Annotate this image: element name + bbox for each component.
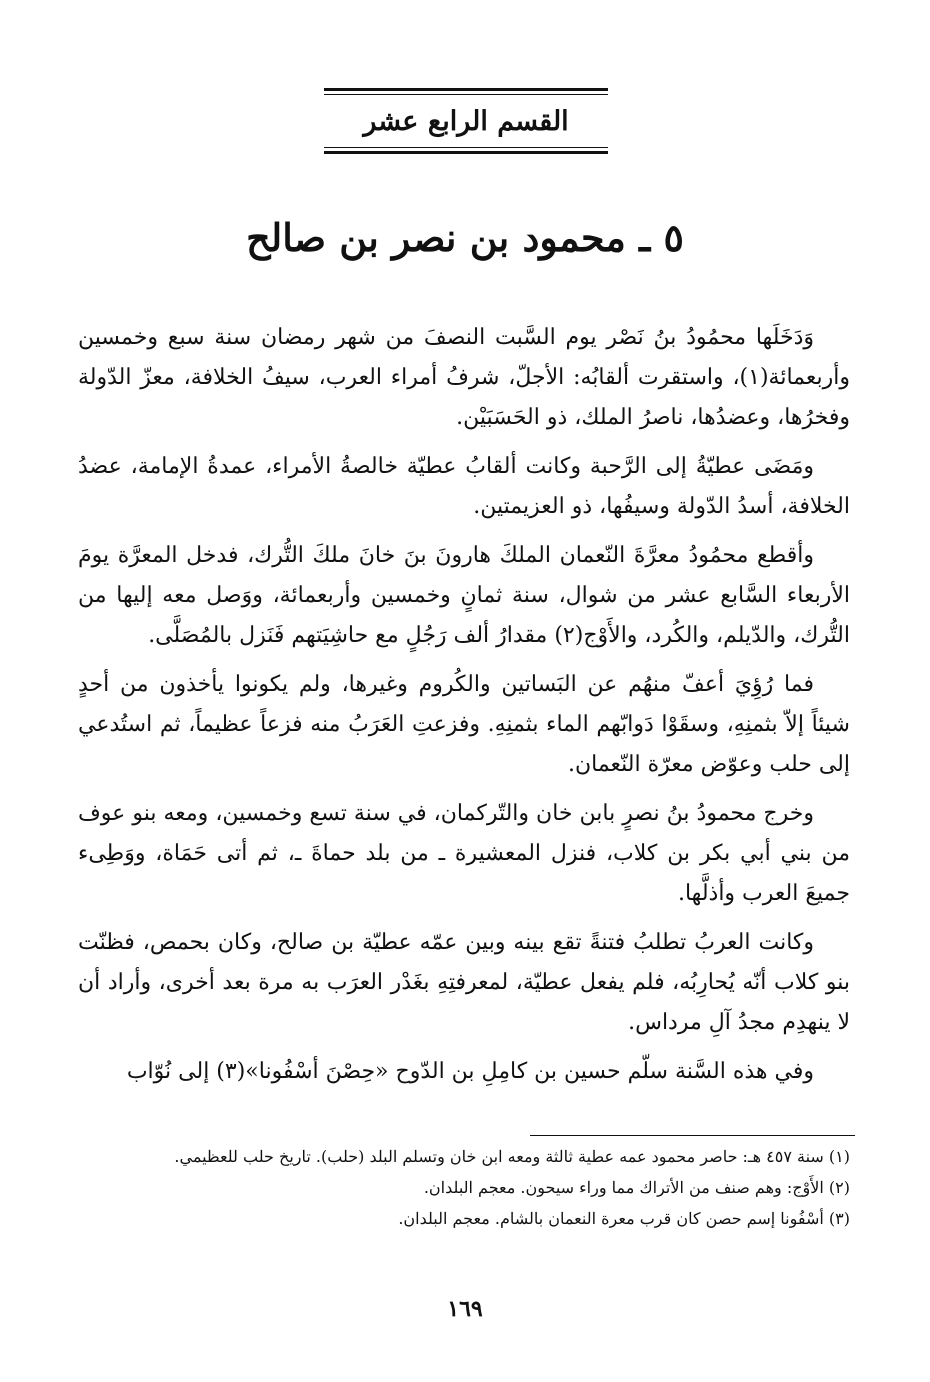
- chapter-title: ٥ ـ محمود بن نصر بن صالح: [246, 215, 684, 260]
- paragraph: وفي هذه السَّنة سلّم حسين بن كامِلِ بن الدّوح «حِصْنَ أسْفُونا»(٣) إلى نُوّاب: [126, 1059, 814, 1084]
- footnotes: [78, 1142, 850, 1235]
- paragraph: وَدَخَلَها محمُودُ بنُ نَصْر يوم السَّبت النصفَ من شهر رمضان سنة سبع وخمسين وأربعمائة(١)، واستقرت ألقابُه: الأجلّ، شرفُ أمراء العرب، سيفُ الخلافة، معزّ الدّولة وفخرُها، وعضدُها، ناصرُ الملك، ذو الحَسَبَيْن.: [78, 325, 850, 430]
- paragraph: وأقطع محمُودُ معرَّةَ النّعمان الملكَ هارونَ بنَ خانَ ملكَ التُّرك، فدخل المعرَّة يومَ الأربعاء السَّابع عشر من شوال، سنة ثمانٍ وخمسين وأربعمائة، ووَصل معه إليها من التُّرك، والدّيلم، والكُرد، والأَوْج(٢) مقدارُ ألف رَجُلٍ مع حاشِيَتهم فَنَزل بالمُصَلَّى.: [78, 543, 850, 648]
- paragraph: فما رُؤِيَ أعفّ منهُم عن البَساتين والكُروم وغيرها، ولم يكونوا يأخذون من أحدٍ شيئاً إلاّ بثمنِهِ، وسقَوْا دَوابّهم الماء بثمنِهِ. وفزعتِ العَرَبُ منه فزعاً عظيماً، ثم استُدعي إلى حلب وعوّض معرّة النّعمان.: [78, 672, 850, 777]
- section-title: القسم الرابع عشر: [363, 105, 569, 137]
- paragraph: وكانت العربُ تطلبُ فتنةً تقع بينه وبين عمّه عطيّة بن صالح، وكان بحمص، فظنّت بنو كلاب أنّه يُحارِبُه، فلم يفعل عطيّة، لمعرفتِهِ بغَدْر العرَب به مرة بعد أخرى، وأراد أن لا ينهدِم مجدُ آلِ مرداس.: [78, 930, 850, 1035]
- paragraph: وخرج محمودُ بنُ نصرٍ بابن خان والتّركمان، في سنة تسع وخمسين، ومعه بنو عوف من بني أبي بكر بن كلاب، فنزل المعشيرة ـ من بلد حماةَ ـ، ثم أتى حَمَاة، ووَطِىء جميعَ العرب وأذلَّها.: [78, 801, 850, 906]
- footnote: (١) سنة ٤٥٧ هـ: حاصر محمود عمه عطية ثالثة ومعه ابن خان وتسلم البلد (حلب). تاريخ حلب للعظيمي.: [174, 1147, 850, 1166]
- footnote: (٢) الأَوْج: وهم صنف من الأتراك مما وراء سيحون. معجم البلدان.: [423, 1178, 850, 1197]
- body-text: [78, 318, 850, 1101]
- paragraph: ومَضَى عطيّةُ إلى الرَّحبة وكانت ألقابُ عطيّة خالصةُ الأمراء، عمدةُ الإمامة، عضدُ الخلافة، أسدُ الدّولة وسيفُها، ذو العزيمتين.: [78, 454, 850, 519]
- footnote: (٣) أسْفُونا إسم حصن كان قرب معرة النعمان بالشام. معجم البلدان.: [398, 1209, 850, 1228]
- section-header-box: [324, 88, 608, 154]
- page-number: ١٦٩: [447, 1296, 483, 1322]
- footnote-divider: [530, 1135, 855, 1136]
